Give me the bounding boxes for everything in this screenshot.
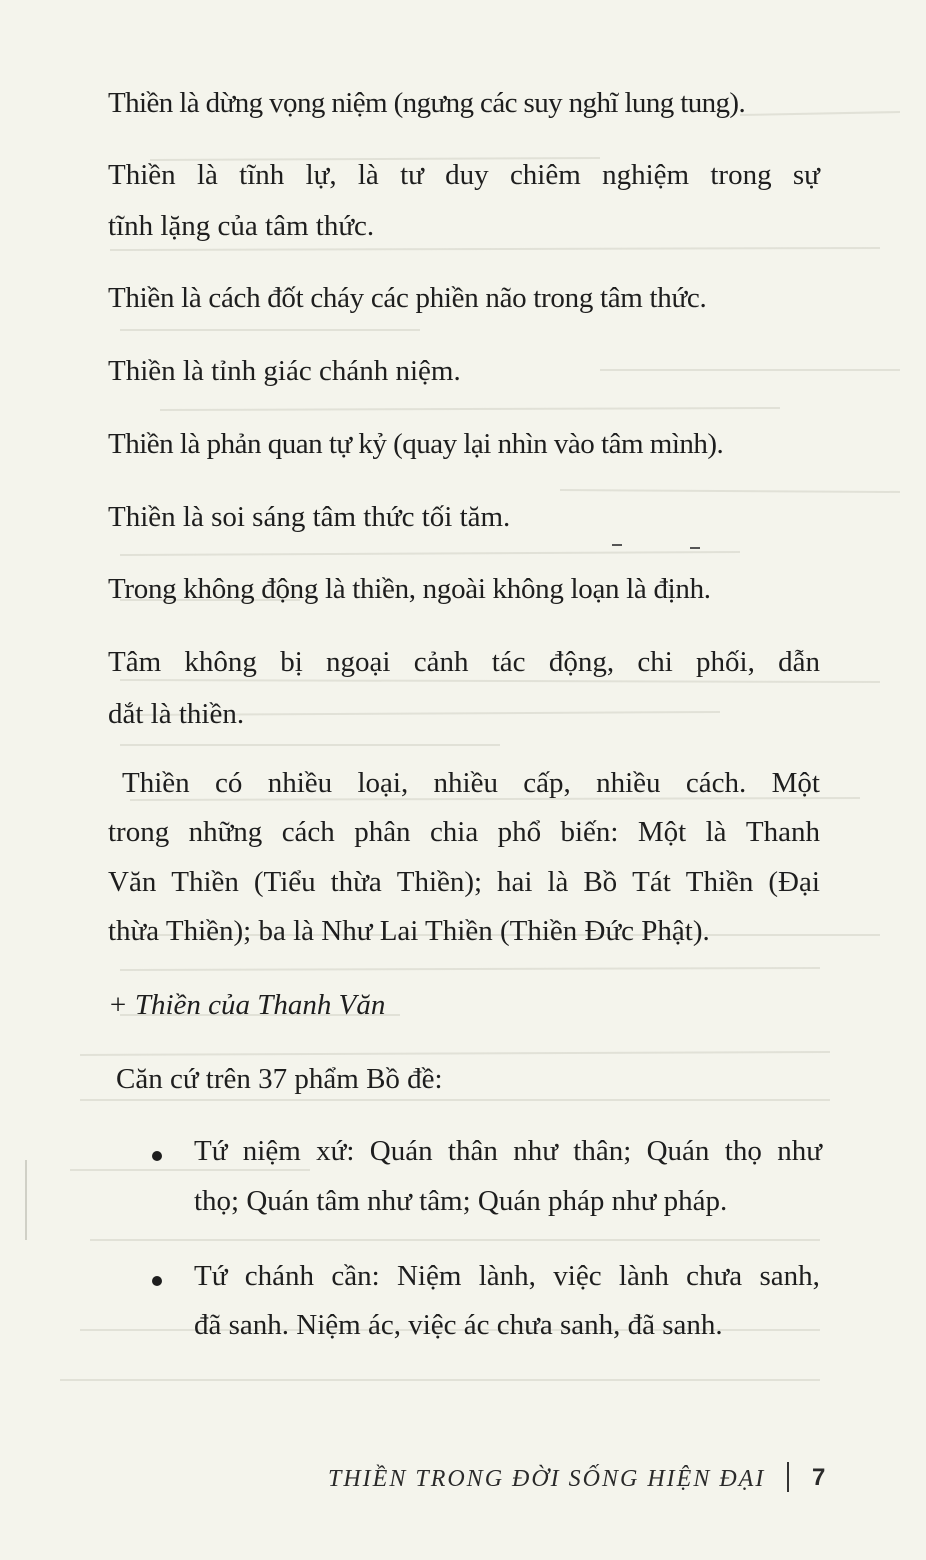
word: thừa [330, 866, 382, 898]
word: tư [400, 159, 424, 191]
word: không [184, 646, 257, 678]
word: sự [792, 159, 820, 191]
word: biến: [560, 816, 619, 848]
word: những [188, 816, 263, 848]
paragraph-9-line-1 [122, 769, 820, 798]
bullet-1-line-1 [194, 1137, 822, 1166]
word: Thiền [685, 866, 754, 898]
bullet-dot [152, 1151, 162, 1161]
word: phân [354, 816, 411, 848]
word: ngoại [326, 646, 391, 678]
word: Thiền [171, 866, 239, 898]
paragraph-9-line-2 [108, 818, 820, 847]
word: trong [710, 159, 772, 191]
word: niệm [242, 1135, 301, 1167]
word: Thanh [745, 816, 820, 848]
paragraph-10: Căn cứ trên 37 phẩm Bồ đề: [116, 1063, 443, 1095]
page-number: 7 [812, 1464, 826, 1491]
word: chánh [244, 1260, 315, 1292]
word: Tứ [194, 1260, 228, 1292]
word: như [777, 1135, 822, 1167]
word: động, [548, 646, 615, 678]
word: cần: [331, 1260, 380, 1292]
word: lành [618, 1260, 669, 1292]
word: Thiền [108, 159, 176, 191]
word: dẫn [778, 646, 820, 678]
word: (Tiểu [253, 866, 316, 898]
word: Tâm [108, 646, 162, 678]
word: việc [553, 1260, 602, 1292]
word: trong [108, 816, 170, 848]
word: Thiền [122, 767, 190, 799]
paragraph-7: Trong không động là thiền, ngoài không loạn là định. [108, 573, 711, 605]
word: chiêm [509, 159, 581, 191]
word: loại, [357, 767, 409, 799]
word: hai [497, 866, 533, 898]
word: Niệm [396, 1260, 462, 1292]
paragraph-4: Thiền là tỉnh giác chánh niệm. [108, 355, 461, 387]
word: chia [429, 816, 479, 848]
word: Quán [369, 1135, 433, 1167]
word: duy [445, 159, 489, 191]
word: nhiều [596, 767, 661, 799]
footer-separator [787, 1462, 789, 1492]
word: bị [280, 646, 303, 678]
word: như [513, 1135, 558, 1167]
word: thân [447, 1135, 498, 1167]
word: phối, [696, 646, 755, 678]
word: Một [771, 767, 820, 799]
word: Tát [632, 866, 671, 898]
word: Bồ [583, 866, 618, 898]
word: cách. [685, 767, 747, 799]
paragraph-9-line-4: thừa Thiền); ba là Như Lai Thiền (Thiền Đức Phật). [108, 915, 710, 947]
bullet-2-line-2: đã sanh. Niệm ác, việc ác chưa sanh, đã sanh. [194, 1309, 723, 1341]
word: xứ: [316, 1135, 355, 1167]
word: chưa [686, 1260, 743, 1292]
word: là [196, 159, 218, 191]
word: Một [637, 816, 687, 848]
bullet-2-line-1 [194, 1262, 820, 1291]
paragraph-5: Thiền là phản quan tự kỷ (quay lại nhìn vào tâm mình). [108, 428, 724, 460]
word: cách [281, 816, 335, 848]
paragraph-8-line-1 [108, 648, 820, 677]
word: cấp, [523, 767, 571, 799]
word: sanh, [759, 1260, 820, 1292]
word: là [547, 866, 569, 898]
word: nghiệm [602, 159, 690, 191]
word: lự, [305, 159, 337, 191]
word: Tứ [194, 1135, 228, 1167]
word: nhiều [267, 767, 333, 799]
section-heading: + Thiền của Thanh Văn [108, 989, 386, 1021]
word: tác [491, 646, 526, 678]
paragraph-2-line-1 [108, 161, 820, 190]
word: Thiền); [396, 866, 483, 898]
paragraph-3: Thiền là cách đốt cháy các phiền não trong tâm thức. [108, 282, 707, 314]
word: phổ [497, 816, 542, 848]
word: là [705, 816, 727, 848]
paragraph-6: Thiền là soi sáng tâm thức tối tăm. [108, 501, 511, 533]
word: là [357, 159, 379, 191]
bullet-1-line-2: thọ; Quán tâm như tâm; Quán pháp như pháp. [194, 1185, 728, 1217]
paragraph-1: Thiền là dừng vọng niệm (ngưng các suy nghĩ lung tung). [108, 87, 746, 119]
word: (Đại [768, 866, 820, 898]
word: thân; [573, 1135, 632, 1167]
word: thọ [724, 1135, 762, 1167]
running-title: THIỀN TRONG ĐỜI SỐNG HIỆN ĐẠI [328, 1466, 766, 1492]
word: Quán [646, 1135, 710, 1167]
word: tĩnh [239, 159, 285, 191]
bullet-dot [152, 1276, 162, 1286]
word: có [214, 767, 243, 799]
word: lành, [478, 1260, 536, 1292]
paragraph-8-line-2: dắt là thiền. [108, 698, 245, 730]
paragraph-9-line-3 [108, 868, 820, 897]
word: nhiều [433, 767, 498, 799]
word: Văn [108, 866, 157, 898]
paragraph-2-line-2: tĩnh lặng của tâm thức. [108, 210, 375, 242]
word: cảnh [413, 646, 469, 678]
word: chi [637, 646, 673, 678]
